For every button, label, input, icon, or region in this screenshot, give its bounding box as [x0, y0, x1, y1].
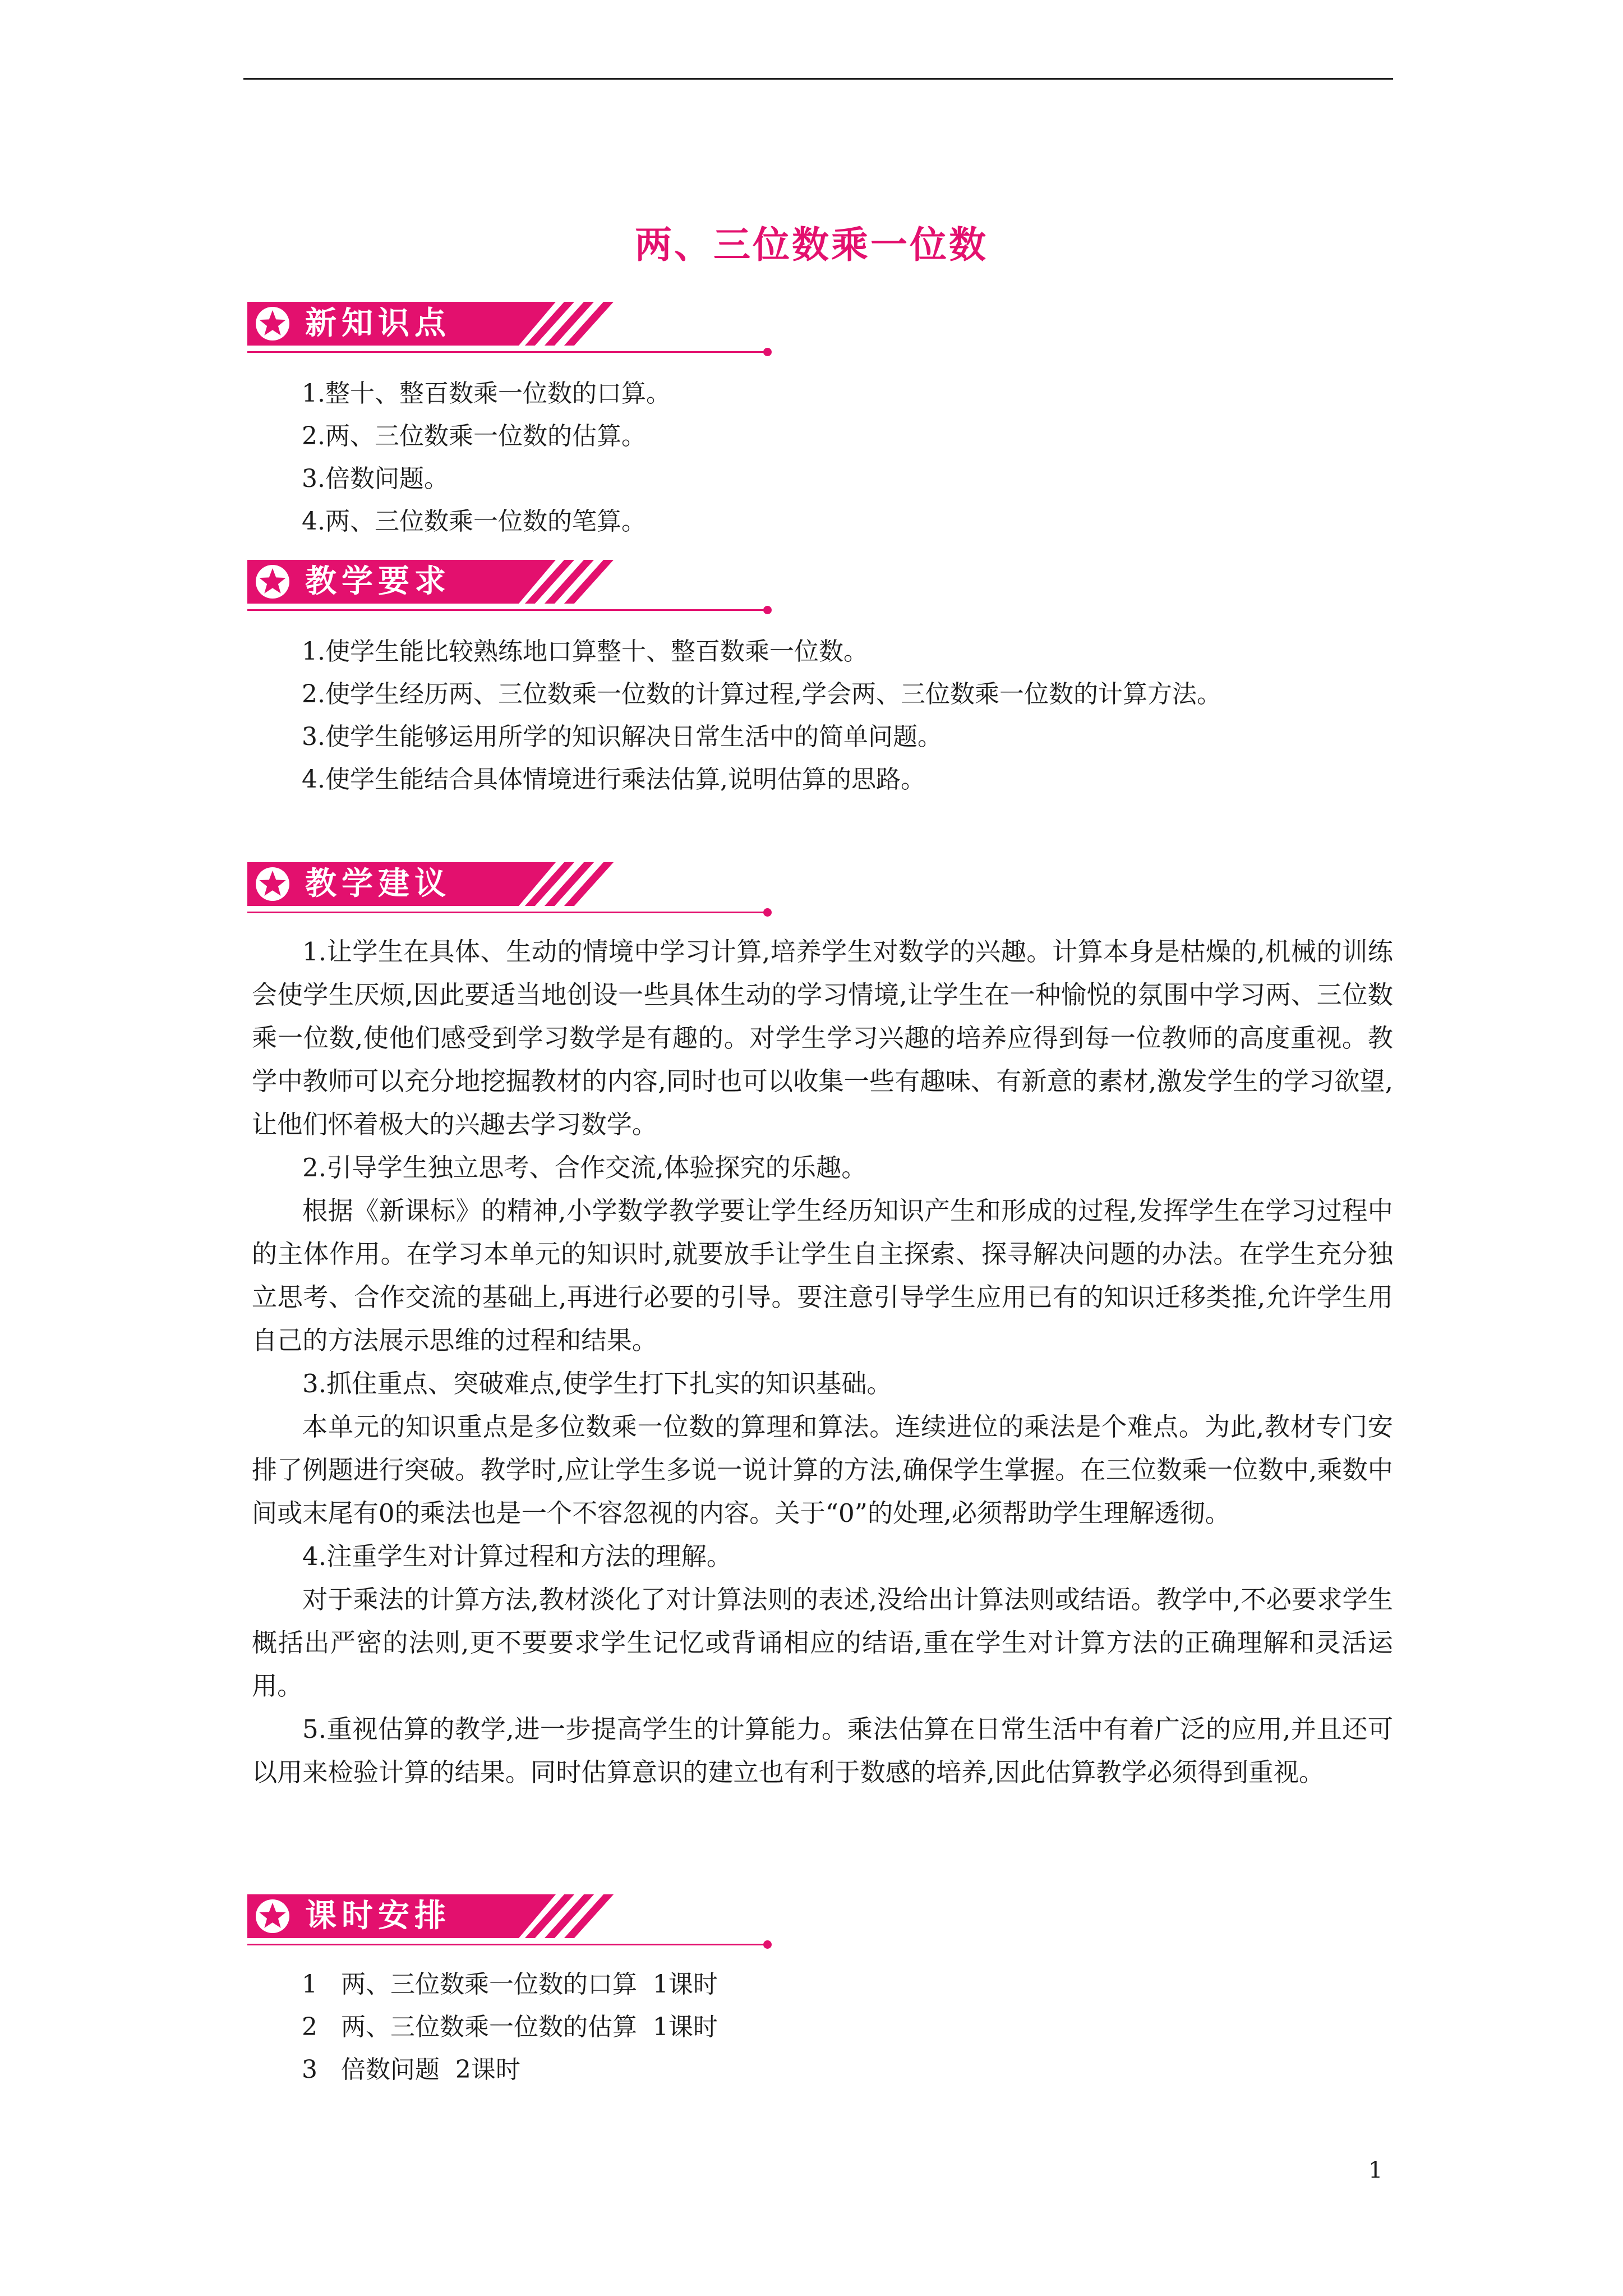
section-title: 教学建议 [305, 866, 451, 902]
section-header-knowledge [247, 302, 780, 364]
list-item: 1.整十、整百数乘一位数的口算。 [302, 379, 671, 408]
star-icon [255, 867, 290, 901]
paragraph: 5.重视估算的教学,进一步提高学生的计算能力。乘法估算在日常生活中有着广泛的应用,并且还可以用来检验计算的结果。同时估算意识的建立也有利于数感的培养,因此估算教学必须得到重视。 [252, 1714, 1393, 1787]
paragraph: 1.让学生在具体、生动的情境中学习计算,培养学生对数学的兴趣。计算本身是枯燥的,机械的训练会使学生厌烦,因此要适当地创设一些具体生动的学习情境,让学生在一种愉悦的氛围中学习两、三位数乘一位数,使他们感受到学习数学是有趣的。对学生学习兴趣的培养应得到每一位教师的高度重视。教学中教师可以充分地挖掘教材的内容,同时也可以收集一些有趣味、有新意的素材,激发学生的学习欲望,让他们怀着极大的兴趣去学习数学。 [252, 937, 1393, 1139]
suggestions-body [252, 930, 1393, 1794]
paragraph: 3.抓住重点、突破难点,使学生打下扎实的知识基础。 [302, 1369, 892, 1398]
page-title: 两、三位数乘一位数 [635, 223, 988, 266]
list-item: 1 两、三位数乘一位数的口算 1课时 [302, 1970, 718, 1999]
list-item: 3.倍数问题。 [302, 464, 449, 493]
paragraph: 本单元的知识重点是多位数乘一位数的算理和算法。连续进位的乘法是个难点。为此,教材专门安排了例题进行突破。教学时,应让学生多说一说计算的方法,确保学生掌握。在三位数乘一位数中,乘数中间或末尾有0的乘法也是一个不容忽视的内容。关于“0”的处理,必须帮助学生理解透彻。 [252, 1412, 1393, 1528]
section-header-suggestions [247, 862, 780, 924]
list-item: 4.两、三位数乘一位数的笔算。 [302, 507, 646, 536]
paragraph: 根据《新课标》的精神,小学数学教学要让学生经历知识产生和形成的过程,发挥学生在学习过程中的主体作用。在学习本单元的知识时,就要放手让学生自主探索、探寻解决问题的办法。在学生充分独立思考、合作交流的基础上,再进行必要的引导。要注意引导学生应用已有的知识迁移类推,允许学生用自己的方法展示思维的过程和结果。 [252, 1196, 1393, 1355]
list-item: 2.两、三位数乘一位数的估算。 [302, 422, 646, 450]
list-item: 3 倍数问题 2课时 [302, 2055, 520, 2084]
star-icon [255, 1899, 290, 1934]
knowledge-list [302, 372, 671, 543]
top-rule [243, 78, 1393, 80]
section-header-schedule [247, 1894, 780, 1956]
list-item: 2.使学生经历两、三位数乘一位数的计算过程,学会两、三位数乘一位数的计算方法。 [302, 680, 1221, 708]
section-title: 课时安排 [305, 1898, 451, 1934]
requirements-list [302, 631, 1221, 801]
section-header-requirements [247, 560, 780, 622]
page-number: 1 [1368, 2157, 1383, 2183]
list-item: 2 两、三位数乘一位数的估算 1课时 [302, 2013, 718, 2041]
schedule-list [302, 1963, 718, 2091]
paragraph: 对于乘法的计算方法,教材淡化了对计算法则的表述,没给出计算法则或结语。教学中,不必要求学生概括出严密的法则,更不要要求学生记忆或背诵相应的结语,重在学生对计算方法的正确理解和灵活运用。 [252, 1585, 1393, 1701]
list-item: 3.使学生能够运用所学的知识解决日常生活中的简单问题。 [302, 723, 942, 751]
paragraph: 4.注重学生对计算过程和方法的理解。 [302, 1542, 732, 1571]
list-item: 1.使学生能比较熟练地口算整十、整百数乘一位数。 [302, 637, 868, 666]
star-icon [255, 564, 290, 599]
list-item: 4.使学生能结合具体情境进行乘法估算,说明估算的思路。 [302, 765, 925, 794]
section-title: 新知识点 [305, 305, 451, 342]
paragraph: 2.引导学生独立思考、合作交流,体验探究的乐趣。 [302, 1153, 867, 1182]
star-icon [255, 306, 290, 341]
section-title: 教学要求 [305, 563, 451, 600]
